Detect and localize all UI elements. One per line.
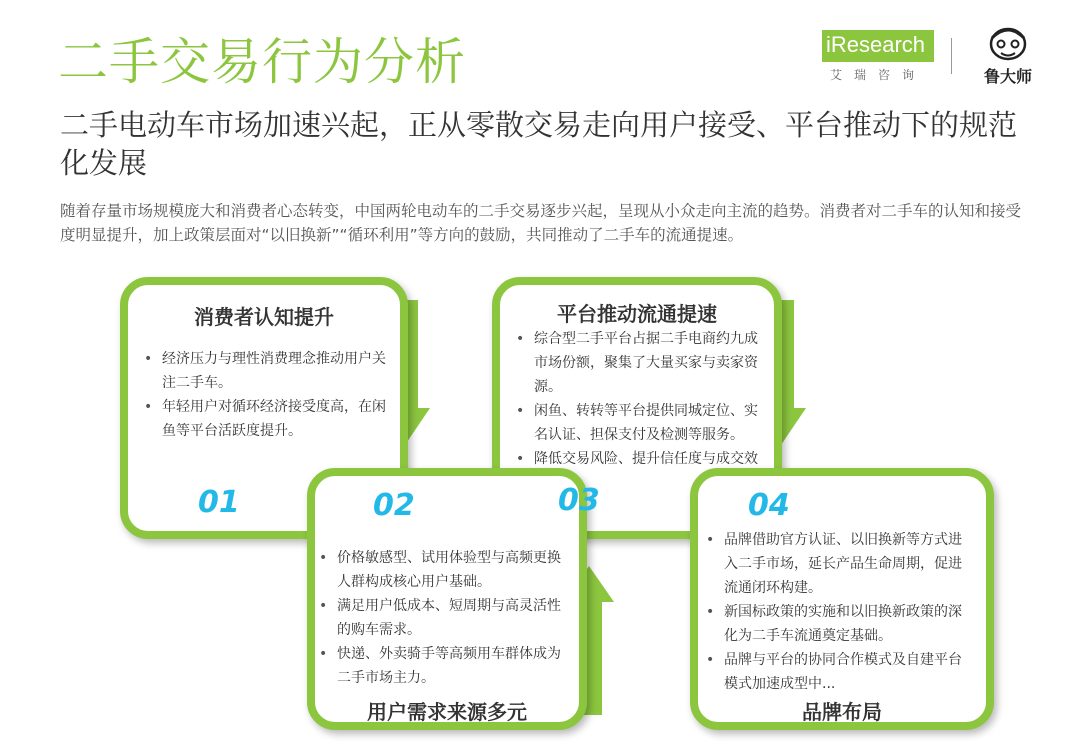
step-3-title: 平台推动流通提速 bbox=[557, 302, 717, 326]
page-title: 二手交易行为分析 bbox=[58, 33, 466, 91]
step-1-title: 消费者认知提升 bbox=[194, 305, 334, 329]
step-card-4 bbox=[690, 468, 994, 730]
step-4-bullets bbox=[702, 528, 974, 696]
step-3-number: 03 bbox=[558, 483, 600, 518]
list-item: • 降低交易风险、提升信任度与成交效 bbox=[512, 447, 762, 495]
step-4-number: 04 bbox=[748, 488, 790, 523]
list-item: • 综合型二手平台占据二手电商约九成市场份额，聚集了大量买家与卖家资源。 bbox=[512, 327, 762, 399]
list-item: • 经济压力与理性消费理念推动用户关注二手车。 bbox=[140, 347, 390, 395]
step-2-bullets bbox=[315, 546, 573, 690]
list-item: • 满足用户低成本、短周期与高灵活性的购车需求。 bbox=[315, 594, 573, 642]
step-4-title: 品牌布局 bbox=[802, 700, 882, 724]
list-item: • 品牌与平台的协同合作模式及自建平台模式加速成型中... bbox=[702, 648, 974, 696]
iresearch-logo-text: iResearch bbox=[826, 32, 926, 57]
step-2-number: 02 bbox=[373, 488, 415, 523]
page-subtitle: 二手电动车市场加速兴起，正从零散交易走向用户接受、平台推动下的规范化发展 bbox=[60, 108, 1018, 180]
step-1-number: 01 bbox=[198, 485, 240, 520]
list-item: • 年轻用户对循环经济接受度高，在闲鱼等平台活跃度提升。 bbox=[140, 395, 390, 443]
list-item: • 新国标政策的实施和以旧换新政策的深化为二手车流通奠定基础。 bbox=[702, 600, 974, 648]
list-item: • 价格敏感型、试用体验型与高频更换人群构成核心用户基础。 bbox=[315, 546, 573, 594]
ludashi-logo-text: 鲁大师 bbox=[983, 67, 1032, 86]
step-card-2 bbox=[307, 468, 587, 730]
intro-paragraph: 随着存量市场规模庞大和消费者心态转变，中国两轮电动车的二手交易逐步兴起，呈现从小众走向主流的趋势。消费者对二手车的认知和接受度明显提升，加上政策层面对“以旧换新”“循环利用”等方向的鼓励，共同推动了二手车的流通提速。 bbox=[60, 202, 1022, 244]
iresearch-logo-subtext: 艾瑞咨询 bbox=[829, 68, 926, 82]
step-1-bullets bbox=[140, 347, 390, 443]
step-2-title: 用户需求来源多元 bbox=[367, 700, 527, 724]
list-item: • 品牌借助官方认证、以旧换新等方式进入二手市场，延长产品生命周期，促进流通闭环构建。 bbox=[702, 528, 974, 600]
list-item: • 快递、外卖骑手等高频用车群体成为二手市场主力。 bbox=[315, 642, 573, 690]
list-item: • 闲鱼、转转等平台提供同城定位、实名认证、担保支付及检测等服务。 bbox=[512, 399, 762, 447]
